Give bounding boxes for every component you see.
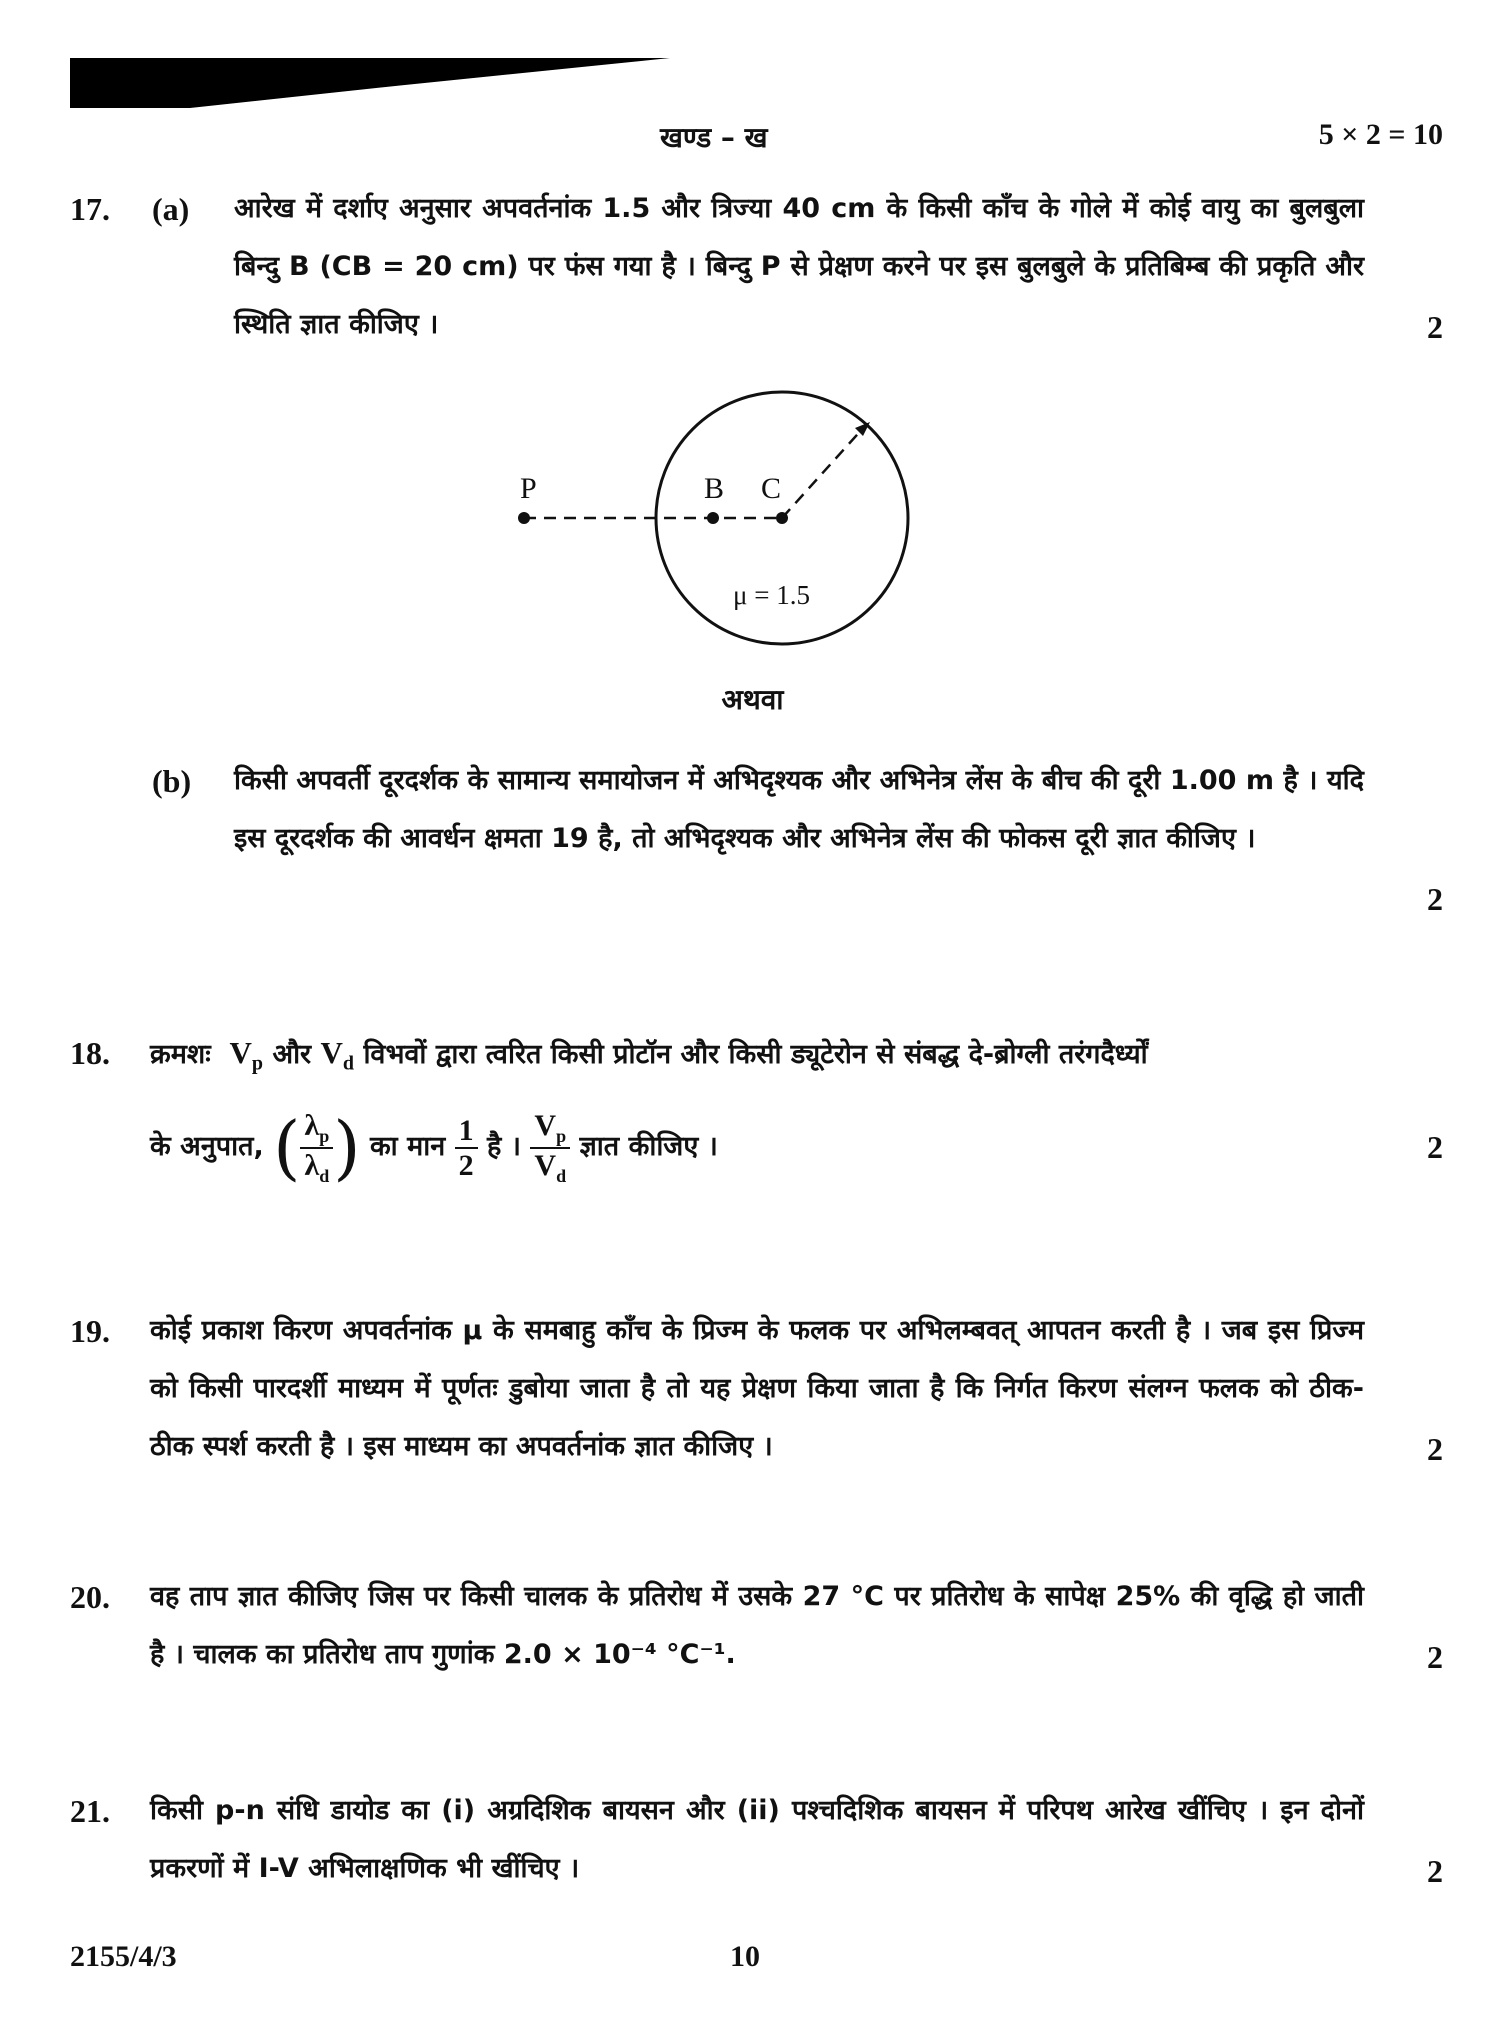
math-v: V: [534, 1108, 557, 1142]
question-number: 18.: [70, 1035, 110, 1071]
question-marks: 2: [1427, 881, 1443, 917]
text-fragment: विभवों द्वारा त्वरित किसी प्रोटॉन और किसी ड्यूटेरोन से संबद्ध दे-ब्रोग्ली तरंगदैर्ध्यों: [363, 1039, 1148, 1070]
question-text: किसी p-n संधि डायोड का (i) अग्रदिशिक बायसन और (ii) पश्चदिशिक बायसन में परिपथ आरेख खींचिए । इन दोनों प्रकरणों में I-V अभिलाक्षणिक भी खींचिए ।: [150, 1795, 1364, 1884]
question-number: 19.: [70, 1313, 110, 1349]
math-v: V: [320, 1035, 343, 1070]
question-marks: 2: [1427, 1853, 1443, 1889]
section-marks: 5 × 2 = 10: [1318, 118, 1443, 151]
question-marks: 2: [1427, 1639, 1443, 1675]
or-separator: अथवा: [721, 683, 784, 716]
math-v: V: [229, 1035, 252, 1070]
numerator: 1: [455, 1114, 478, 1149]
question-text: आरेख में दर्शाए अनुसार अपवर्तनांक 1.5 और त्रिज्या 40 cm के किसी काँच के गोले में कोई वायु का बुलबुला बिन्दु B (CB = 20 cm) पर फंस गया है । बिन्दु P से प्रेक्षण करने पर इस बुलबुले के प्रतिबिम्ब की प्रकृति और स्थिति ज्ञात कीजिए ।: [234, 193, 1364, 340]
text-fragment: और: [272, 1039, 312, 1070]
header-black-bar: [70, 58, 670, 108]
lambda-symbol: λ: [304, 1148, 320, 1182]
text-fragment: है ।: [487, 1131, 521, 1162]
point-b-label: B: [704, 472, 725, 505]
question-17a: [0, 180, 1505, 360]
section-header: [0, 112, 1505, 152]
question-number: 17.: [70, 191, 110, 227]
question-19: [0, 1302, 1505, 1482]
math-sub: d: [319, 1165, 330, 1186]
glass-sphere-diagram: [480, 390, 940, 730]
question-part-label: (a): [152, 191, 190, 227]
math-sub: p: [251, 1052, 264, 1075]
question-number: 20.: [70, 1579, 110, 1615]
text-fragment: क्रमशः: [150, 1039, 211, 1070]
paper-code: 2155/4/3: [70, 1940, 177, 1973]
question-part-label: (b): [152, 763, 192, 799]
question-marks: 2: [1427, 1431, 1443, 1467]
text-fragment: ज्ञात कीजिए ।: [579, 1131, 718, 1162]
question-text: कोई प्रकाश किरण अपवर्तनांक μ के समबाहु काँच के प्रिज्म के फलक पर अभिलम्बवत् आपतन करती है । जब इस प्रिज्म को किसी पारदर्शी माध्यम में पूर्णतः डुबोया जाता है तो यह प्रेक्षण किया जाता है कि निर्गत किरण संलग्न फलक को ठीक-ठीक स्पर्श करती है । इस माध्यम का अपवर्तनांक ज्ञात कीजिए ।: [150, 1315, 1364, 1462]
left-paren: (: [273, 1106, 301, 1189]
math-sub: d: [556, 1165, 567, 1186]
voltage-ratio-fraction: [530, 1109, 570, 1187]
question-marks: 2: [1427, 309, 1443, 345]
refractive-index-label: μ = 1.5: [733, 580, 810, 610]
question-line-2: [150, 1102, 1364, 1193]
question-text: किसी अपवर्ती दूरदर्शक के सामान्य समायोजन में अभिदृश्यक और अभिनेत्र लेंस के बीच की दूरी 1.00 m है । यदि इस दूरदर्शक की आवर्धन क्षमता 19 है, तो अभिदृश्यक और अभिनेत्र लेंस की फोकस दूरी ज्ञात कीजिए ।: [234, 765, 1364, 854]
lambda-symbol: λ: [304, 1108, 320, 1142]
half-fraction: [455, 1114, 478, 1182]
point-c-label: C: [761, 472, 782, 505]
section-title: खण्ड – ख: [660, 121, 768, 154]
question-text: वह ताप ज्ञात कीजिए जिस पर किसी चालक के प्रतिरोध में उसके 27 °C पर प्रतिरोध के सापेक्ष 25% की वृद्धि हो जाती है । चालक का प्रतिरोध ताप गुणांक 2.0 × 10⁻⁴ °C⁻¹.: [150, 1581, 1364, 1670]
math-sub: p: [556, 1125, 567, 1146]
math-sub: p: [319, 1125, 330, 1146]
text-fragment: का मान: [369, 1131, 446, 1162]
question-line-1: [150, 1024, 1364, 1092]
question-21: [0, 1782, 1505, 1902]
denominator: 2: [458, 1148, 474, 1182]
right-paren: ): [333, 1106, 361, 1189]
question-20: [0, 1568, 1505, 1688]
question-marks: 2: [1427, 1129, 1443, 1165]
text-fragment: के अनुपात,: [150, 1131, 264, 1162]
point-p-label: P: [520, 472, 537, 505]
question-17b: [0, 752, 1505, 932]
math-sub: d: [342, 1052, 355, 1075]
question-18: [0, 1024, 1505, 1214]
page-number: 10: [730, 1940, 760, 1973]
lambda-ratio-fraction: [300, 1109, 333, 1187]
math-v: V: [534, 1148, 557, 1182]
question-number: 21.: [70, 1793, 110, 1829]
